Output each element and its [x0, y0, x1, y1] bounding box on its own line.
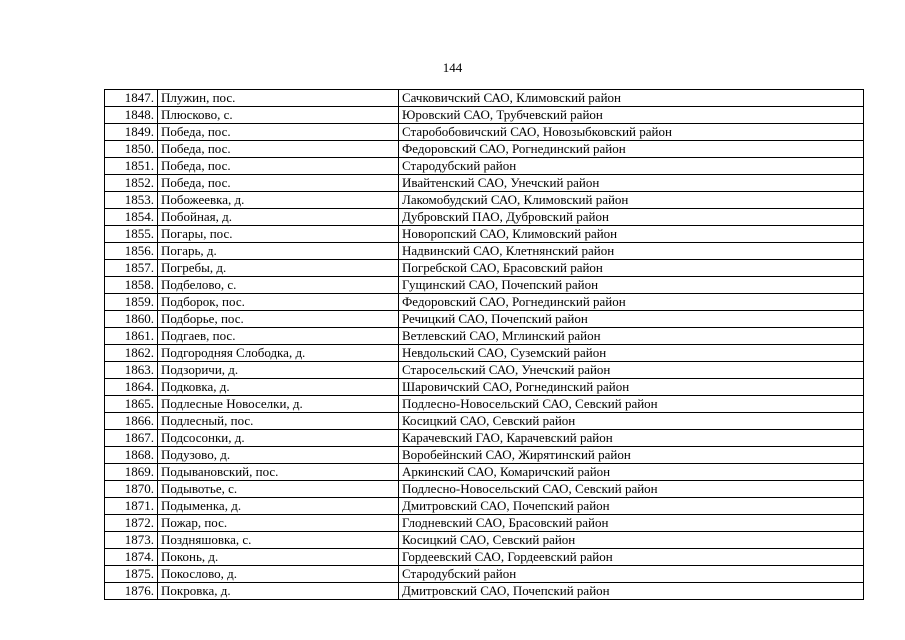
settlement-name-cell: Победа, пос. [158, 175, 399, 192]
table-row [105, 209, 864, 226]
administration-cell: Юровский САО, Трубчевский район [399, 107, 864, 124]
administration-cell: Глодневский САО, Брасовский район [399, 515, 864, 532]
administration-cell: Воробейнский САО, Жирятинский район [399, 447, 864, 464]
table-row [105, 158, 864, 175]
table-row [105, 566, 864, 583]
table-row [105, 311, 864, 328]
row-number-cell: 1876. [105, 583, 158, 600]
table-row [105, 192, 864, 209]
table-row [105, 481, 864, 498]
administration-cell: Карачевский ГАО, Карачевский район [399, 430, 864, 447]
table-row [105, 345, 864, 362]
administration-cell: Старосельский САО, Унечский район [399, 362, 864, 379]
row-number-cell: 1865. [105, 396, 158, 413]
administration-cell: Невдольский САО, Суземский район [399, 345, 864, 362]
settlement-name-cell: Подгородняя Слободка, д. [158, 345, 399, 362]
table-row [105, 532, 864, 549]
administration-cell: Гордеевский САО, Гордеевский район [399, 549, 864, 566]
table-row [105, 362, 864, 379]
settlement-name-cell: Подбелово, с. [158, 277, 399, 294]
administration-cell: Федоровский САО, Рогнединский район [399, 141, 864, 158]
settlement-name-cell: Подлесные Новоселки, д. [158, 396, 399, 413]
administration-cell: Подлесно-Новосельский САО, Севский район [399, 481, 864, 498]
administration-cell: Гущинский САО, Почепский район [399, 277, 864, 294]
settlement-name-cell: Подывотье, с. [158, 481, 399, 498]
row-number-cell: 1868. [105, 447, 158, 464]
row-number-cell: 1858. [105, 277, 158, 294]
settlement-name-cell: Подборье, пос. [158, 311, 399, 328]
administration-cell: Дубровский ПАО, Дубровский район [399, 209, 864, 226]
settlement-name-cell: Плюсково, с. [158, 107, 399, 124]
administration-cell: Ивайтенский САО, Унечский район [399, 175, 864, 192]
settlement-name-cell: Поздняшовка, с. [158, 532, 399, 549]
row-number-cell: 1873. [105, 532, 158, 549]
table-row [105, 464, 864, 481]
row-number-cell: 1848. [105, 107, 158, 124]
settlement-name-cell: Победа, пос. [158, 158, 399, 175]
row-number-cell: 1861. [105, 328, 158, 345]
table-row [105, 294, 864, 311]
table-row [105, 260, 864, 277]
row-number-cell: 1863. [105, 362, 158, 379]
table-row [105, 583, 864, 600]
settlement-name-cell: Победа, пос. [158, 124, 399, 141]
table-body [105, 90, 864, 600]
administration-cell: Речицкий САО, Почепский район [399, 311, 864, 328]
settlement-name-cell: Подыменка, д. [158, 498, 399, 515]
row-number-cell: 1859. [105, 294, 158, 311]
administration-cell: Новоропский САО, Климовский район [399, 226, 864, 243]
settlement-name-cell: Подсосонки, д. [158, 430, 399, 447]
table-row [105, 396, 864, 413]
administration-cell: Сачковичский САО, Климовский район [399, 90, 864, 107]
administration-cell: Дмитровский САО, Почепский район [399, 583, 864, 600]
row-number-cell: 1872. [105, 515, 158, 532]
settlement-name-cell: Подборок, пос. [158, 294, 399, 311]
administration-cell: Погребской САО, Брасовский район [399, 260, 864, 277]
row-number-cell: 1850. [105, 141, 158, 158]
administration-cell: Лакомобудский САО, Климовский район [399, 192, 864, 209]
row-number-cell: 1866. [105, 413, 158, 430]
row-number-cell: 1849. [105, 124, 158, 141]
settlement-name-cell: Погарь, д. [158, 243, 399, 260]
table-row [105, 141, 864, 158]
row-number-cell: 1871. [105, 498, 158, 515]
settlement-name-cell: Погребы, д. [158, 260, 399, 277]
settlement-name-cell: Подывановский, пос. [158, 464, 399, 481]
settlement-name-cell: Подгаев, пос. [158, 328, 399, 345]
table-row [105, 413, 864, 430]
administration-cell: Федоровский САО, Рогнединский район [399, 294, 864, 311]
table-row [105, 447, 864, 464]
administration-cell: Старобобовичский САО, Новозыбковский район [399, 124, 864, 141]
table-row [105, 243, 864, 260]
settlement-name-cell: Покослово, д. [158, 566, 399, 583]
table-row [105, 90, 864, 107]
row-number-cell: 1855. [105, 226, 158, 243]
row-number-cell: 1857. [105, 260, 158, 277]
table-row [105, 226, 864, 243]
settlement-name-cell: Покровка, д. [158, 583, 399, 600]
row-number-cell: 1854. [105, 209, 158, 226]
administration-cell: Шаровичский САО, Рогнединский район [399, 379, 864, 396]
row-number-cell: 1870. [105, 481, 158, 498]
administration-cell: Дмитровский САО, Почепский район [399, 498, 864, 515]
page-number: 144 [442, 60, 463, 75]
row-number-cell: 1862. [105, 345, 158, 362]
settlement-name-cell: Подузово, д. [158, 447, 399, 464]
table-row [105, 430, 864, 447]
row-number-cell: 1869. [105, 464, 158, 481]
administration-cell: Надвинский САО, Клетнянский район [399, 243, 864, 260]
settlement-name-cell: Подковка, д. [158, 379, 399, 396]
table-row [105, 328, 864, 345]
administration-cell: Стародубский район [399, 566, 864, 583]
settlement-name-cell: Победа, пос. [158, 141, 399, 158]
row-number-cell: 1852. [105, 175, 158, 192]
settlement-name-cell: Пожар, пос. [158, 515, 399, 532]
table-row [105, 107, 864, 124]
settlement-name-cell: Побойная, д. [158, 209, 399, 226]
administration-cell: Косицкий САО, Севский район [399, 413, 864, 430]
administration-cell: Косицкий САО, Севский район [399, 532, 864, 549]
row-number-cell: 1867. [105, 430, 158, 447]
row-number-cell: 1847. [105, 90, 158, 107]
administration-cell: Подлесно-Новосельский САО, Севский район [399, 396, 864, 413]
row-number-cell: 1864. [105, 379, 158, 396]
settlement-name-cell: Поконь, д. [158, 549, 399, 566]
row-number-cell: 1856. [105, 243, 158, 260]
table-row [105, 515, 864, 532]
row-number-cell: 1875. [105, 566, 158, 583]
settlement-name-cell: Подлесный, пос. [158, 413, 399, 430]
table-row [105, 277, 864, 294]
row-number-cell: 1874. [105, 549, 158, 566]
table-row [105, 498, 864, 515]
table-row [105, 175, 864, 192]
row-number-cell: 1851. [105, 158, 158, 175]
settlements-table [104, 89, 864, 600]
row-number-cell: 1853. [105, 192, 158, 209]
table-row [105, 379, 864, 396]
row-number-cell: 1860. [105, 311, 158, 328]
settlement-name-cell: Плужин, пос. [158, 90, 399, 107]
administration-cell: Ветлевский САО, Мглинский район [399, 328, 864, 345]
administration-cell: Аркинский САО, Комаричский район [399, 464, 864, 481]
administration-cell: Стародубский район [399, 158, 864, 175]
settlement-name-cell: Подзоричи, д. [158, 362, 399, 379]
settlement-name-cell: Побожеевка, д. [158, 192, 399, 209]
table-row [105, 124, 864, 141]
table-row [105, 549, 864, 566]
settlement-name-cell: Погары, пос. [158, 226, 399, 243]
